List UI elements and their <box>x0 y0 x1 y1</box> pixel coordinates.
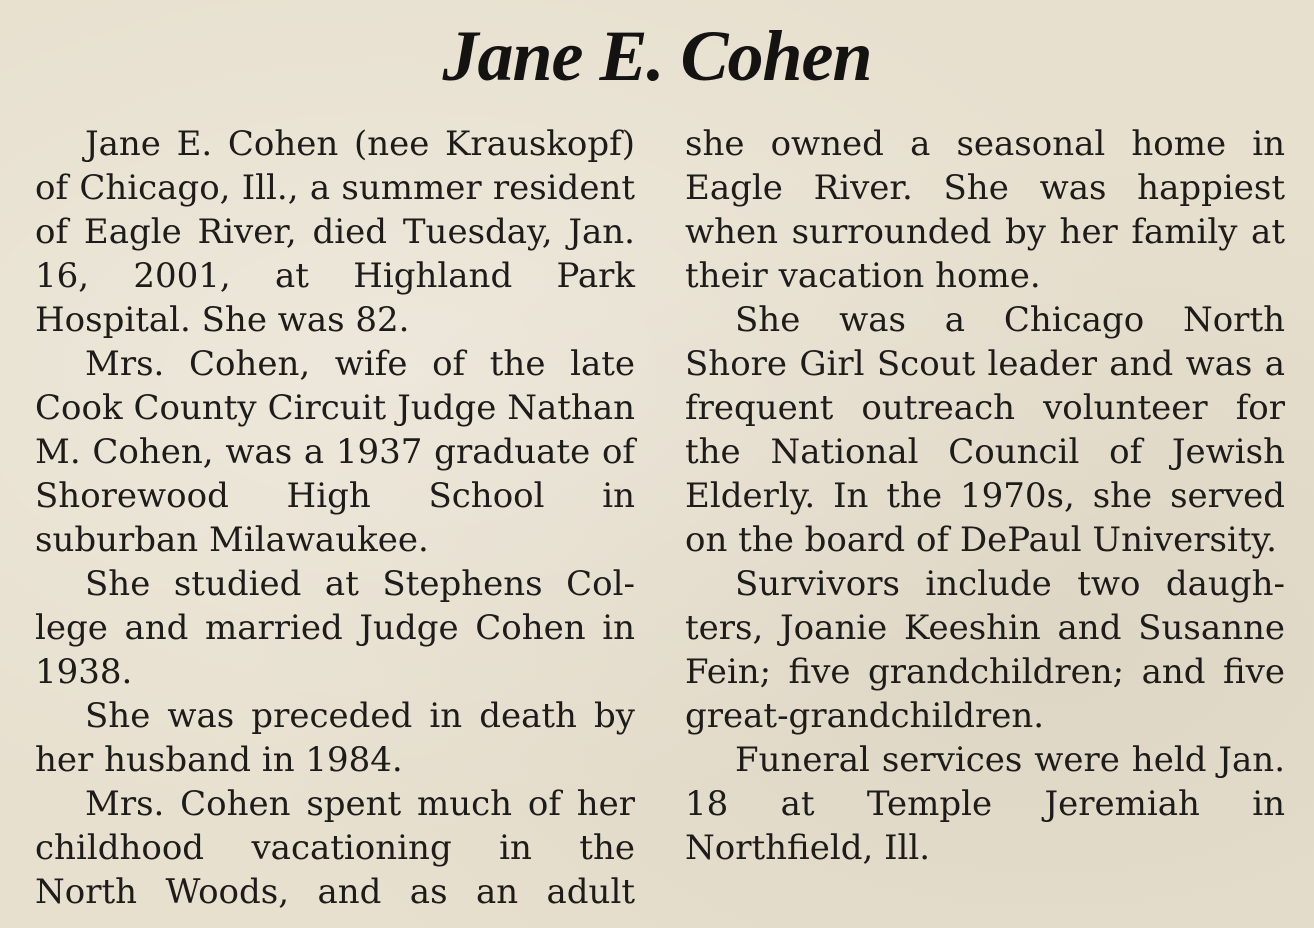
paragraph-seasonal-home: she owned a seasonal home in Eagle River. She was happiest when surrounded by her family at their vacation home. <box>685 124 1285 296</box>
paragraph-college-marriage: She studied at Stephens College and married Judge Cohen in 1938. <box>35 564 635 692</box>
paragraph-death-notice: Jane E. Cohen (nee Krauskopf) of Chicago, Ill., a summer resident of Eagle River, died Tuesday, Jan. 16, 2001, at Highland Park Hospital. She was 82. <box>35 124 635 340</box>
paragraph-survivors: Survivors include two daughters, Joanie Keeshin and Susanne Fein; five grandchildren; and five great-grandchildren. <box>685 564 1285 736</box>
paragraph-volunteer-work: She was a Chicago North Shore Girl Scout leader and was a frequent outreach volunteer for the National Council of Jewish Elderly. In the 1970s, she served on the board of DePaul University. <box>685 300 1285 560</box>
right-column <box>685 122 1285 870</box>
paragraph-childhood-vacations: Mrs. Cohen spent much of her childhood vacationing in the North Woods, and as an adult <box>35 784 635 912</box>
left-column <box>35 122 635 914</box>
paragraph-spouse-education: Mrs. Cohen, wife of the late Cook County Circuit Judge Nathan M. Cohen, was a 1937 graduate of Shorewood High School in suburban Milawaukee. <box>35 344 635 560</box>
obituary-headline: Jane E. Cohen <box>442 16 872 96</box>
paragraph-funeral-services: Funeral services were held Jan. 18 at Temple Jeremiah in Northfield, Ill. <box>685 740 1285 868</box>
paragraph-preceded-in-death: She was preceded in death by her husband in 1984. <box>35 696 635 780</box>
